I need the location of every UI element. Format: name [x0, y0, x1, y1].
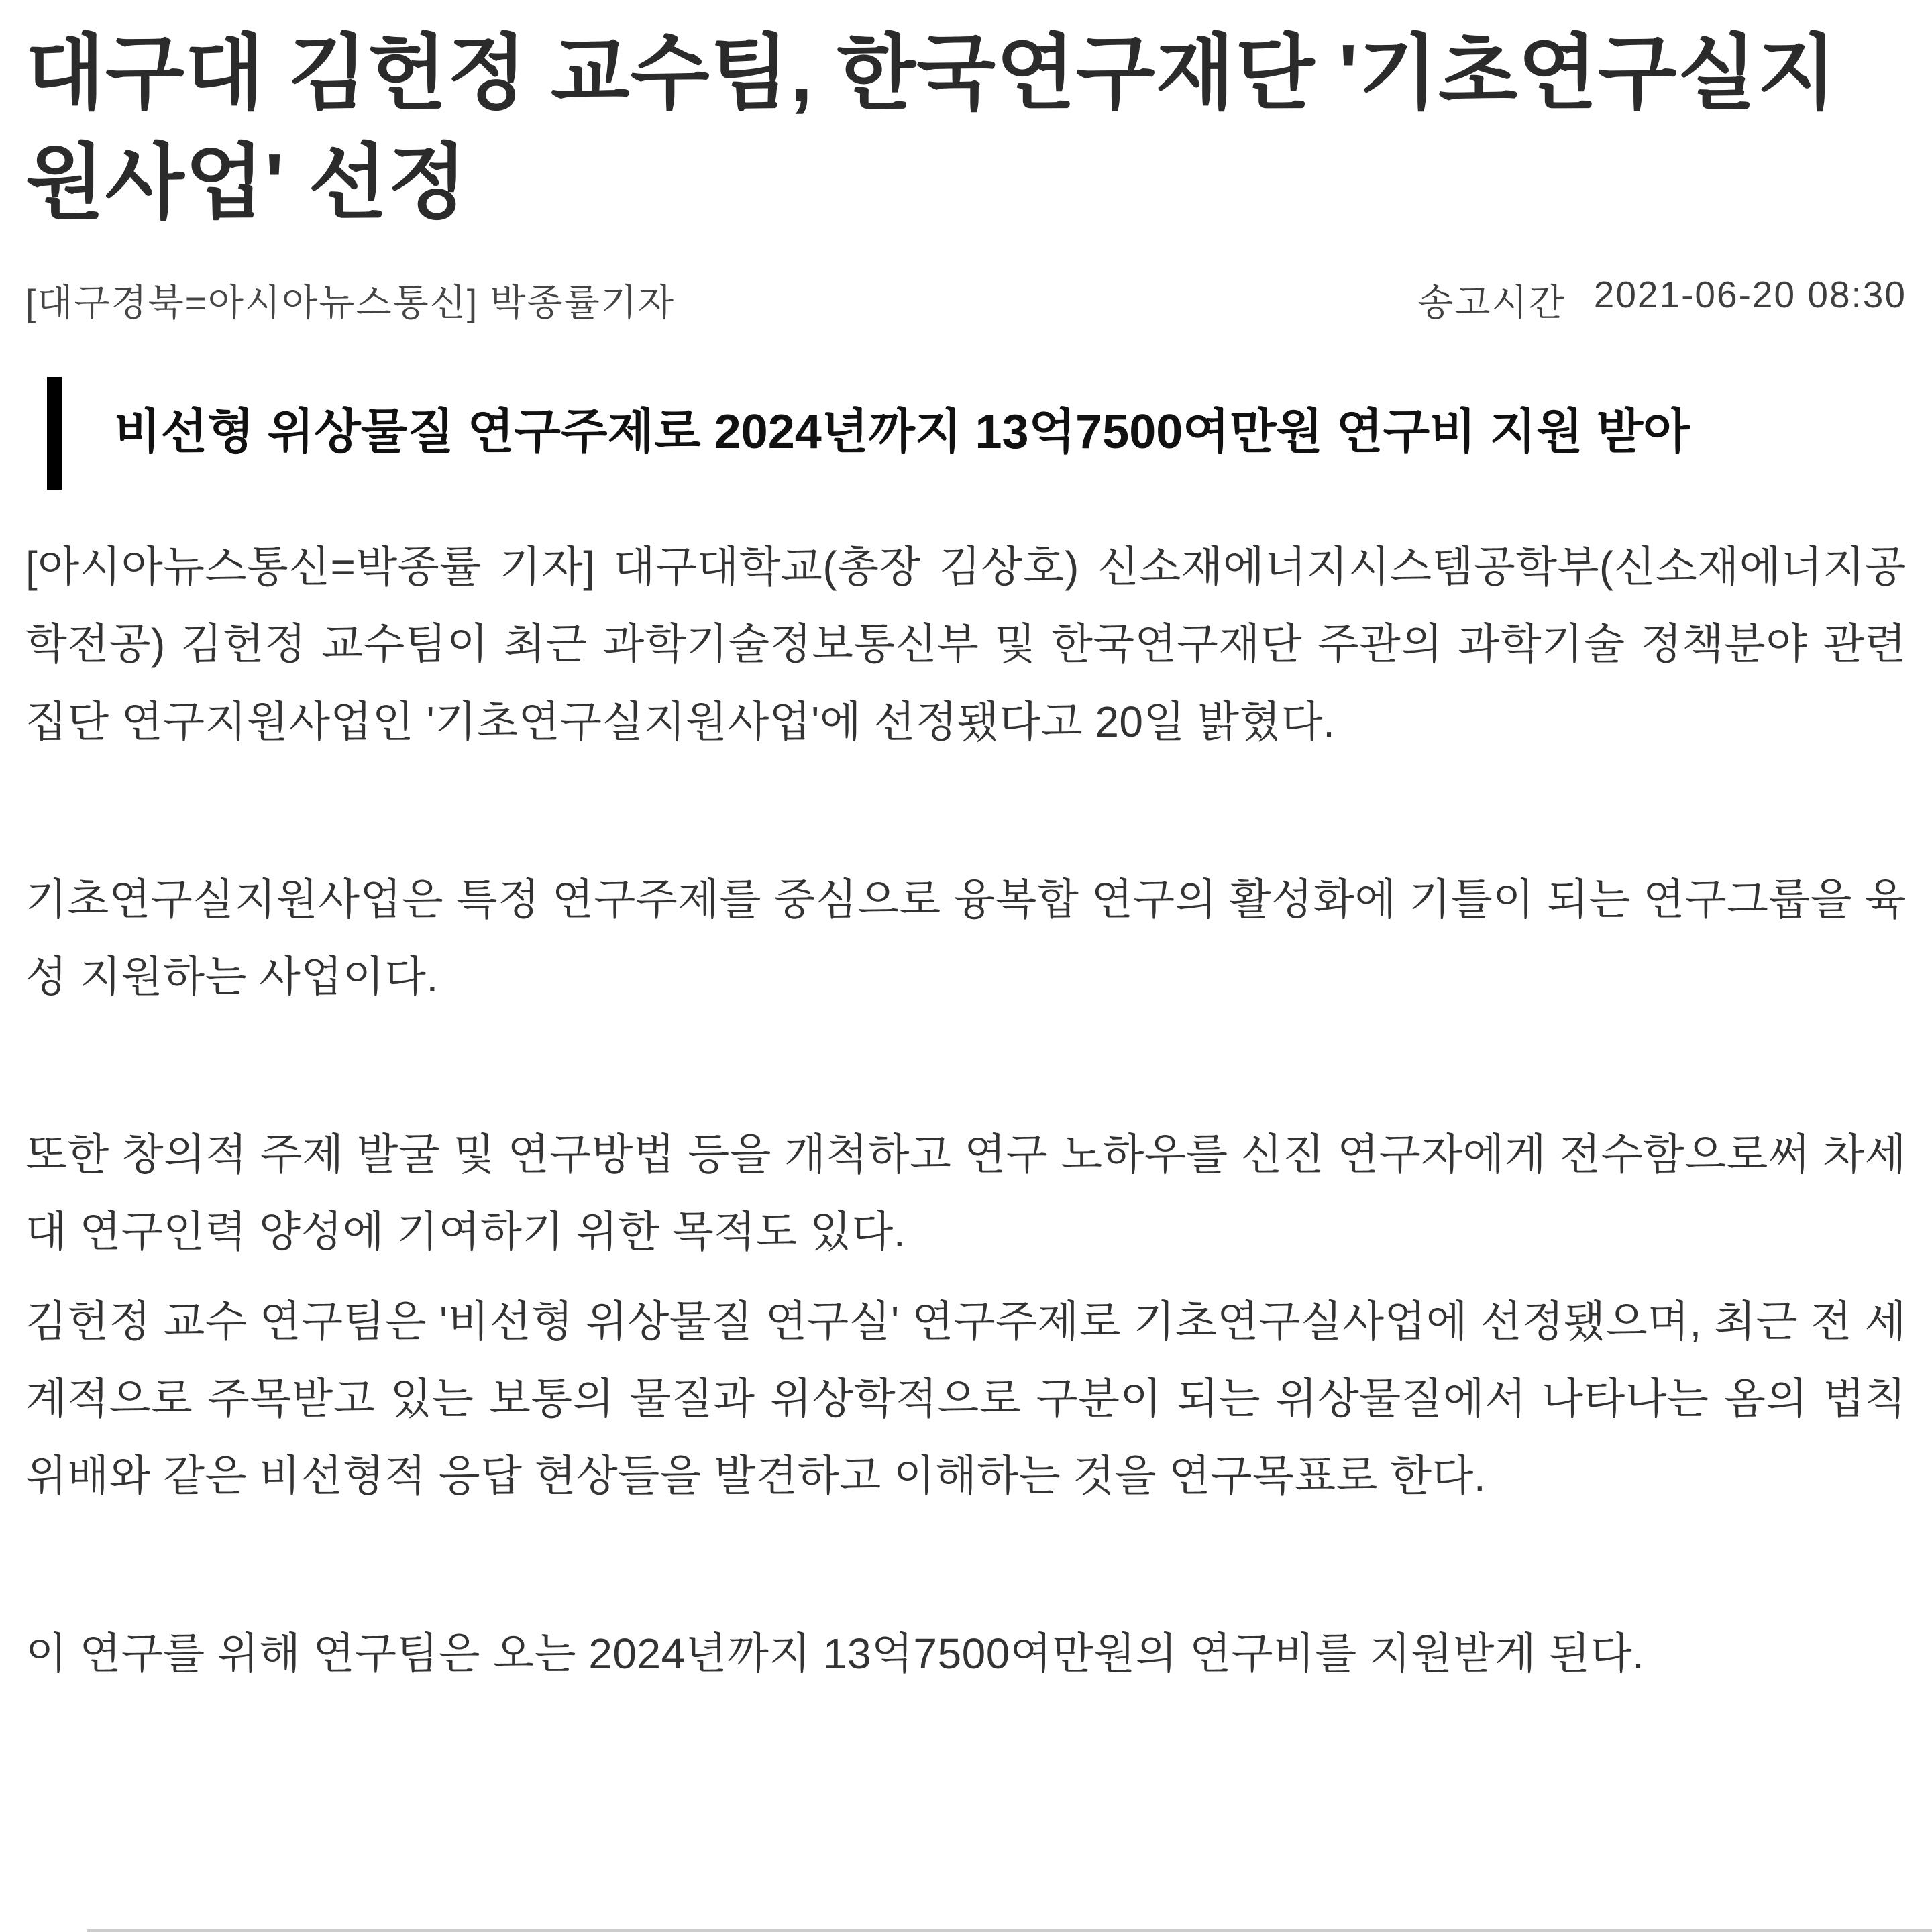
- publish-time-label: 송고시간: [1417, 281, 1566, 323]
- paragraph-funding: 이 연구를 위해 연구팀은 오는 2024년까지 13억7500여만원의 연구비를 지원받게 된다.: [25, 1629, 1645, 1678]
- subheadline: [47, 377, 1907, 490]
- subheadline-text: 비선형 위상물질 연구주제로 2024년까지 13억7500여만원 연구비 지원 받아: [114, 405, 1690, 459]
- paragraph-program-purpose: 또한 창의적 주제 발굴 및 연구방법 등을 개척하고 연구 노하우를 신진 연구자에게 전수함으로써 차세대 연구인력 양성에 기여하기 위한 목적도 있다.: [25, 1130, 1907, 1256]
- publish-time-value: 2021-06-20 08:30: [1593, 273, 1907, 315]
- paragraph-lead: [아시아뉴스통신=박종률 기자] 대구대학교(총장 김상호) 신소재에너지시스템공학부(신소재에너지공학전공) 김헌정 교수팀이 최근 과학기술정보통신부 및 한국연구재단 주관의 과학기술 정책분야 관련 집단 연구지원사업인 '기초연구실지원사업'에 선정됐다고 20일 밝혔다.: [25, 543, 1907, 746]
- bottom-divider: [87, 1929, 1932, 1932]
- byline-row: [25, 273, 1907, 326]
- publish-time: [1417, 273, 1907, 326]
- paragraph-research-topic: 김헌정 교수 연구팀은 '비선형 위상물질 연구실' 연구주제로 기초연구실사업에 선정됐으며, 최근 전 세계적으로 주목받고 있는 보통의 물질과 위상학적으로 구분이 되는 위상물질에서 나타나는 옴의 법칙 위배와 같은 비선형적 응답 현상들을 발견하고 이해하는 것을 연구목표로 한다.: [25, 1297, 1907, 1500]
- paragraph-program-intro: 기초연구실지원사업은 특정 연구주제를 중심으로 융복합 연구의 활성화에 기틀이 되는 연구그룹을 육성 지원하는 사업이다.: [25, 875, 1907, 1001]
- article-title: 대구대 김헌정 교수팀, 한국연구재단 '기초연구실지원사업' 선정: [25, 28, 1837, 229]
- byline: [대구경북=아시아뉴스통신] 박종률기자: [25, 281, 676, 323]
